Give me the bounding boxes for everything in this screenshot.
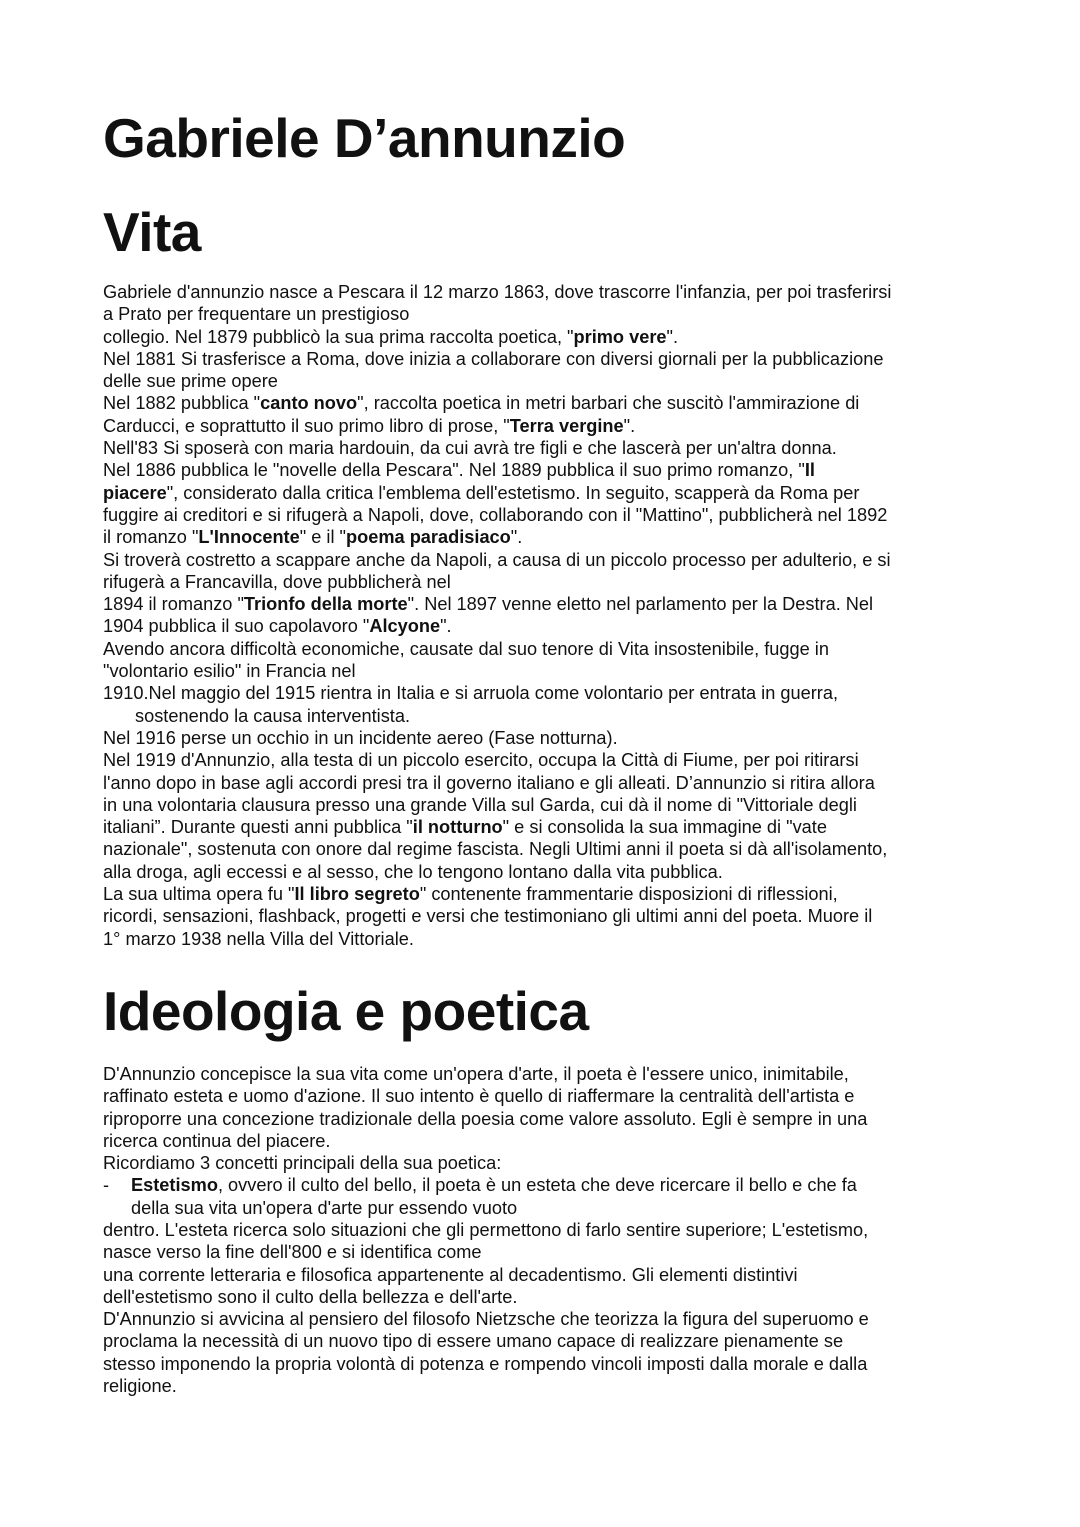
text-line: [103, 883, 993, 905]
text-run: ", considerato dalla critica l'emblema dell'estetismo. In seguito, scapperà da Roma per: [166, 482, 860, 503]
text-run: Si troverà costretto a scappare anche da Napoli, a causa di un piccolo processo per adulterio, e si: [103, 549, 891, 570]
text-run: " e il ": [299, 527, 347, 548]
bullet-text: [131, 1174, 993, 1219]
ideologia-body: [103, 1219, 993, 1397]
text-line: [103, 526, 993, 548]
text-run: ricerca continua del piacere.: [103, 1130, 331, 1151]
text-run: La sua ultima opera fu ": [103, 884, 295, 905]
bold-text: Il: [804, 460, 815, 481]
text-run: , ovvero il culto del bello, il poeta è un esteta che deve ricercare il bello e che fa: [217, 1175, 857, 1196]
text-run: ".: [623, 415, 636, 436]
text-line: [103, 593, 993, 615]
bold-text: Terra vergine: [509, 415, 624, 436]
text-line: [103, 1353, 993, 1375]
text-run: sostenendo la causa interventista.: [135, 705, 411, 726]
text-run: 1894 il romanzo ": [103, 594, 244, 615]
text-run: " contenente frammentarie disposizioni di riflessioni,: [419, 884, 838, 905]
bullet-estetismo: [103, 1174, 993, 1219]
text-run: 1910.Nel maggio del 1915 rientra in Italia e si arruola come volontario per entrata in guerra,: [103, 683, 838, 704]
bullet-dash: -: [103, 1175, 110, 1196]
text-run: Ricordiamo 3 concetti principali della sua poetica:: [103, 1153, 502, 1174]
section-vita-heading: Vita: [103, 201, 201, 263]
text-line: [103, 1063, 993, 1085]
text-line: [103, 1130, 993, 1152]
text-run: Nel 1882 pubblica ": [103, 393, 261, 414]
text-run: dentro. L'esteta ricerca solo situazioni che gli permettono di farlo sentire superiore; L'estetismo,: [103, 1219, 869, 1240]
text-run: Carducci, e soprattutto il suo primo libro di prose, ": [103, 415, 510, 436]
text-run: "volontario esilio" in Francia nel: [103, 661, 356, 682]
text-run: ".: [510, 527, 523, 548]
text-run: italiani”. Durante questi anni pubblica ": [103, 817, 413, 838]
bold-text: piacere: [103, 482, 167, 503]
text-line: [103, 838, 993, 860]
text-run: della sua vita un'opera d'arte pur essendo vuoto: [131, 1197, 518, 1218]
bold-text: canto novo: [260, 393, 358, 414]
text-run: a Prato per frequentare un prestigioso: [103, 304, 410, 325]
text-line: [103, 326, 993, 348]
bold-text: L'Innocente: [198, 527, 300, 548]
text-run: rifugerà a Francavilla, dove pubblicherà nel: [103, 571, 451, 592]
text-line: [103, 1330, 993, 1352]
text-run: stesso imponendo la propria volontà di potenza e rompendo vincoli imposti dalla morale e dalla: [103, 1353, 868, 1374]
text-run: ".: [440, 616, 452, 637]
text-run: 1° marzo 1938 nella Villa del Vittoriale.: [103, 928, 414, 949]
text-line: [103, 1286, 993, 1308]
text-run: proclama la necessità di un nuovo tipo di essere umano capace di realizzare pienamente se: [103, 1331, 844, 1352]
text-run: ", raccolta poetica in metri barbari che suscitò l'ammirazione di: [357, 393, 860, 414]
text-run: delle sue prime opere: [103, 371, 278, 392]
section-ideologia: [103, 979, 993, 1397]
text-line: [103, 482, 993, 504]
bold-text: Estetismo: [131, 1175, 218, 1196]
bold-text: Alcyone: [369, 616, 441, 637]
document-title: Gabriele D’annunzio: [103, 107, 626, 169]
text-run: Avendo ancora difficoltà economiche, causate dal suo tenore di Vita insostenibile, fugge in: [103, 638, 829, 659]
text-run: fuggire ai creditori e si rifugerà a Napoli, dove, collaborando con il "Mattino", pubblicherà nel 1892: [103, 504, 888, 525]
text-run: religione.: [103, 1376, 177, 1397]
text-run: riproporre una concezione tradizionale della poesia come valore assoluto. Egli è sempre in una: [103, 1108, 868, 1129]
text-line: [103, 1241, 993, 1263]
text-line: [103, 772, 993, 794]
section-ideologia-heading: Ideologia e poetica: [103, 979, 589, 1042]
bullet-line: [131, 1174, 993, 1196]
text-line: [103, 1219, 993, 1241]
text-run: Nel 1886 pubblica le "novelle della Pescara". Nel 1889 pubblica il suo primo romanzo, ": [103, 460, 805, 481]
bold-text: poema paradisiaco: [346, 527, 511, 548]
text-line: [103, 392, 993, 414]
text-run: " e si consolida la sua immagine di "vate: [502, 817, 827, 838]
text-line: [103, 415, 993, 437]
text-run: D'Annunzio concepisce la sua vita come un'opera d'arte, il poeta è l'essere unico, inimitabile,: [103, 1063, 849, 1084]
bullet-line: [131, 1197, 993, 1219]
text-line: [103, 1308, 993, 1330]
text-line: [103, 660, 993, 682]
text-run: nazionale", sostenuta con onore dal regime fascista. Negli Ultimi anni il poeta si dà all'isolamento,: [103, 839, 888, 860]
text-run: in una volontaria clausura presso una grande Villa sul Garda, cui dà il nome di "Vittoriale degli: [103, 794, 857, 815]
text-run: raffinato esteta e uomo d'azione. Il suo intento è quello di riaffermare la centralità dell'artista e: [103, 1086, 855, 1107]
text-line: [103, 281, 993, 303]
text-line: [103, 615, 993, 637]
text-run: 1904 pubblica il suo capolavoro ": [103, 616, 370, 637]
text-line: [103, 1085, 993, 1107]
text-line: [103, 1108, 993, 1130]
text-run: dell'estetismo sono il culto della bellezza e dell'arte.: [103, 1286, 518, 1307]
text-run: Nel 1881 Si trasferisce a Roma, dove inizia a collaborare con diversi giornali per la pubblicazione: [103, 348, 884, 369]
bold-text: il notturno: [412, 817, 503, 838]
text-run: Nel 1916 perse un occhio in un incidente aereo (Fase notturna).: [103, 727, 618, 748]
text-line: [103, 459, 993, 481]
bold-text: primo vere: [573, 326, 667, 347]
text-run: nasce verso la fine dell'800 e si identifica come: [103, 1242, 482, 1263]
text-line: [103, 303, 993, 325]
vita-body: [103, 281, 993, 950]
text-run: alla droga, agli eccessi e al sesso, che lo tengono lontano dalla vita pubblica.: [103, 861, 723, 882]
text-line: [103, 682, 993, 704]
text-run: Nell'83 Si sposerà con maria hardouin, da cui avrà tre figli e che lascerà per un'altra donna.: [103, 438, 837, 459]
text-line: [103, 816, 993, 838]
text-line: [103, 705, 993, 727]
text-run: l'anno dopo in base agli accordi presi tra il governo italiano e gli alleati. D’annunzio si ritira allora: [103, 772, 875, 793]
text-line: [103, 1375, 993, 1397]
text-line: [103, 504, 993, 526]
text-run: il romanzo ": [103, 527, 199, 548]
text-line: [103, 549, 993, 571]
text-line: [103, 861, 993, 883]
text-run: Nel 1919 d'Annunzio, alla testa di un piccolo esercito, occupa la Città di Fiume, per poi ritirarsi: [103, 750, 859, 771]
text-line: [103, 437, 993, 459]
ideologia-intro: [103, 1063, 993, 1174]
text-line: [103, 638, 993, 660]
text-line: [103, 571, 993, 593]
bold-text: Il libro segreto: [294, 884, 420, 905]
text-line: [103, 1152, 993, 1174]
text-line: [103, 794, 993, 816]
text-run: ".: [666, 326, 679, 347]
text-run: una corrente letteraria e filosofica appartenente al decadentismo. Gli elementi distintivi: [103, 1264, 798, 1285]
text-line: [103, 348, 993, 370]
section-vita: [103, 200, 993, 950]
text-line: [103, 727, 993, 749]
document-page: [103, 106, 993, 1397]
text-run: collegio. Nel 1879 pubblicò la sua prima raccolta poetica, ": [103, 326, 574, 347]
text-run: ricordi, sensazioni, flashback, progetti e versi che testimoniano gli ultimi anni del poeta. Muore il: [103, 906, 873, 927]
text-line: [103, 749, 993, 771]
text-run: D'Annunzio si avvicina al pensiero del filosofo Nietzsche che teorizza la figura del superuomo e: [103, 1309, 869, 1330]
text-line: [103, 905, 993, 927]
bold-text: Trionfo della morte: [243, 594, 408, 615]
text-run: Gabriele d'annunzio nasce a Pescara il 12 marzo 1863, dove trascorre l'infanzia, per poi trasferirsi: [103, 282, 892, 302]
text-line: [103, 370, 993, 392]
text-line: [103, 928, 993, 950]
text-line: [103, 1264, 993, 1286]
text-run: ". Nel 1897 venne eletto nel parlamento per la Destra. Nel: [407, 594, 874, 615]
